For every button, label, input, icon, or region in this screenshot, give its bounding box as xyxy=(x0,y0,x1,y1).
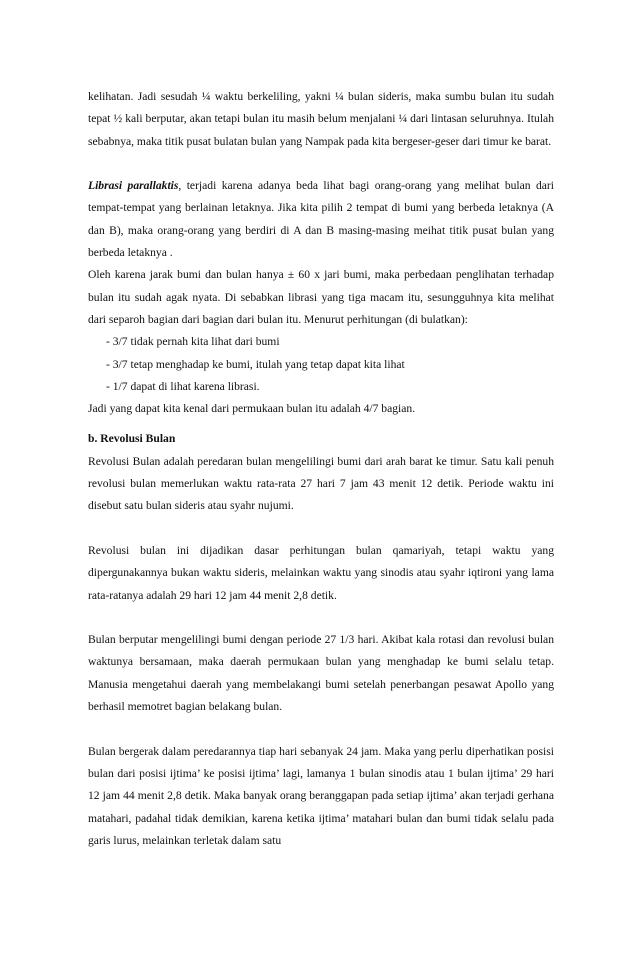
paragraph-gap xyxy=(88,420,554,428)
paragraph-ijtima: Bulan bergerak dalam peredarannya tiap hari sebanyak 24 jam. Maka yang perlu diperhatikan posisi bulan dari posisi ijtima’ ke posisi ijtima’ lagi, lamanya 1 bulan sinodis atau 1 bulan ijtima’ 29 hari 12 jam 44 menit 2,8 detik. Maka banyak orang beranggapan pada setiap ijtima’ akan terjadi gerhana matahari, padahal tidak demikian, karena ketika ijtima’ matahari bulan dan bumi tidak selalu pada garis lurus, melainkan terletak dalam satu xyxy=(88,744,554,847)
paragraph-parallactic-libration xyxy=(88,175,554,264)
paragraph-distance: Oleh karena jarak bumi dan bulan hanya ± 60 x jari bumi, maka perbedaan penglihatan terhadap bulan itu sudah agak nyata. Di sebabkan librasi yang tiga macam itu, sesungguhnya kita melihat dari separoh bagian dari bagian dari bulan itu. Menurut perhitungan (di bulatkan): xyxy=(88,268,554,326)
paragraph-parallactic-libration-text: , terjadi karena adanya beda lihat bagi orang-orang yang melihat bulan dari tempat-tempat yang berlainan letaknya. Jika kita pilih 2 tempat di bumi yang berbeda letaknya (A dan B), maka orang-orang yang berdiri di A dan B masing-masing meihat titik pusat bulan yang berbeda letaknya . xyxy=(88,179,555,260)
paragraph-gap xyxy=(88,518,554,540)
document-page xyxy=(88,86,554,852)
section-heading: b. Revolusi Bulan xyxy=(88,432,176,446)
paragraph-qamariyah: Revolusi bulan ini dijadikan dasar perhitungan bulan qamariyah, tetapi waktu yang dipergunakannya bukan waktu sideris, melainkan waktu yang sinodis atau syahr iqtironi yang lama rata-ratanya adalah 29 hari 12 jam 44 menit 2,8 detik. xyxy=(88,543,554,602)
paragraph-libration-continuation: kelihatan. Jadi sesudah ¼ waktu berkeliling, yakni ¼ bulan sideris, maka sumbu bulan itu sudah tepat ½ kali berputar, akan tetapi bulan itu masih belum menjalani ¼ dari lintasan seluruhnya. Itulah sebabnya, maka titik pusat bulatan bulan yang Nampak pada kita bergeser-geser dari timur ke barat. xyxy=(88,90,554,148)
term-librasi-parallaktis: Librasi parallaktis xyxy=(88,179,179,193)
paragraph-gap xyxy=(88,607,554,629)
list-item: - 1/7 dapat di lihat karena librasi. xyxy=(106,379,260,393)
list-item: - 3/7 tidak pernah kita lihat dari bumi xyxy=(106,335,280,349)
paragraph-gap xyxy=(88,718,554,740)
paragraph-revolution-definition: Revolusi Bulan adalah peredaran bulan mengelilingi bumi dari arah barat ke timur. Satu kali penuh revolusi bulan memerlukan waktu rata-rata 27 hari 7 jam 43 menit 12 detik. Periode waktu ini disebut satu bulan sideris atau syahr nujumi. xyxy=(88,454,554,513)
paragraph-rotation: Bulan berputar mengelilingi bumi dengan periode 27 1/3 hari. Akibat kala rotasi dan revolusi bulan waktunya bersamaan, maka daerah permukaan bulan yang menghadap ke bumi selalu tetap. Manusia mengetahui daerah yang membelakangi bumi setelah penerbangan pesawat Apollo yang berhasil memotret bagian belakang bulan. xyxy=(88,633,554,714)
list-item: - 3/7 tetap menghadap ke bumi, itulah yang tetap dapat kita lihat xyxy=(106,357,405,371)
paragraph-conclusion: Jadi yang dapat kita kenal dari permukaan bulan itu adalah 4/7 bagian. xyxy=(88,402,416,416)
paragraph-gap xyxy=(88,153,554,175)
